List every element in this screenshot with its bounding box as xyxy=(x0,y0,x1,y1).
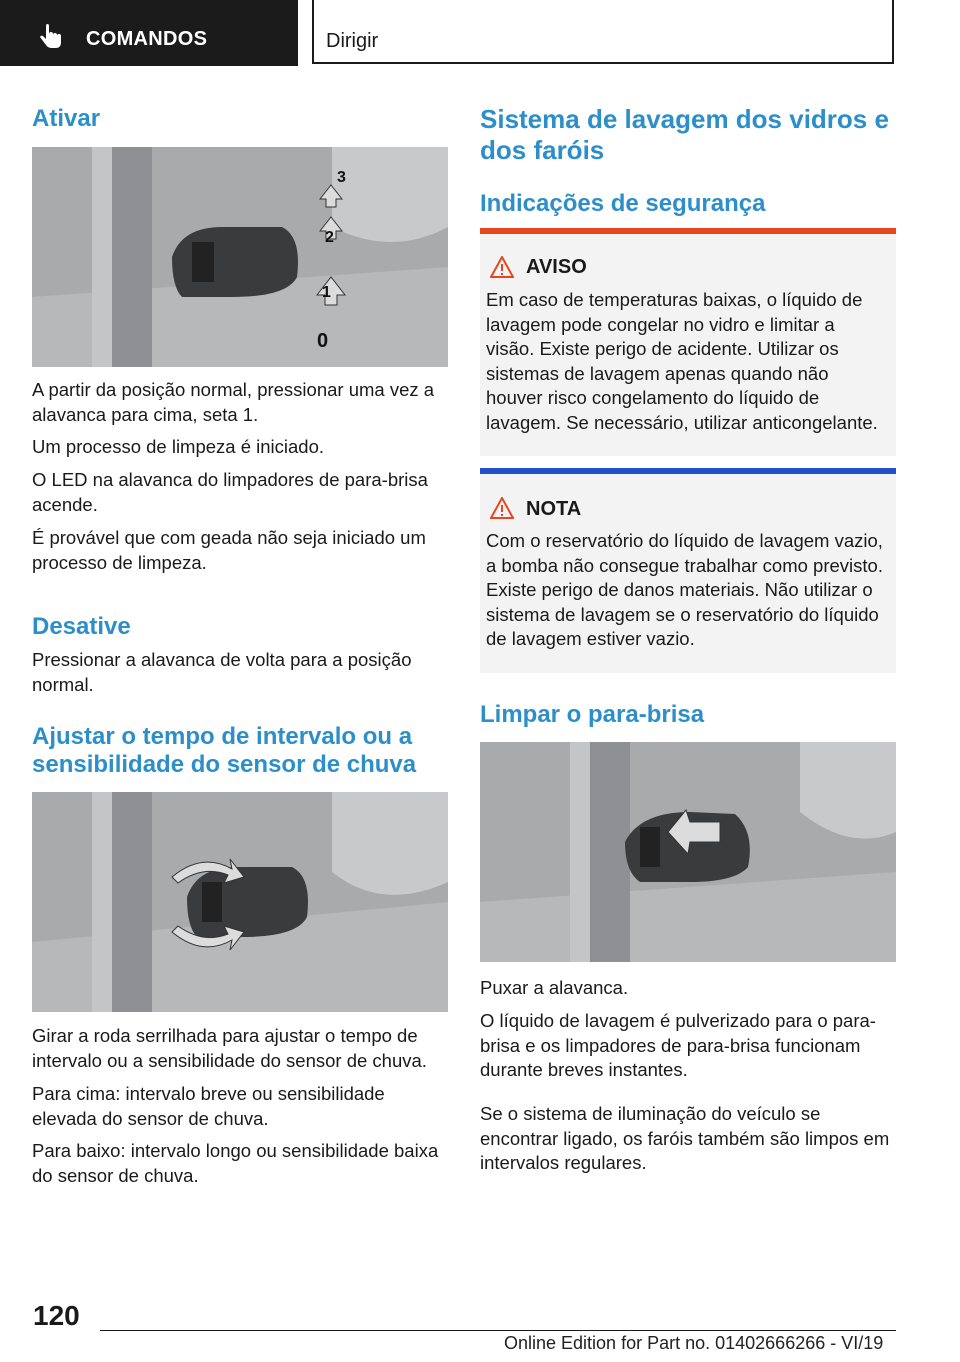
para-clean-2: O líquido de lavagem é pulverizado para o para-brisa e os limpadores de para-brisa funcionam durante breves instantes. xyxy=(480,1010,876,1080)
notice-title: NOTA xyxy=(526,498,582,520)
figure-wiper-pull xyxy=(480,742,896,962)
para-clean-1: Puxar a alavanca. xyxy=(480,977,629,998)
chapter-label: COMANDOS xyxy=(86,28,208,50)
heading-safety: Indicações de segurança xyxy=(480,190,766,217)
warning-title: AVISO xyxy=(526,256,587,278)
section-label: Dirigir xyxy=(326,30,379,52)
heading-clean-windshield: Limpar o para-brisa xyxy=(480,701,705,728)
fig1-label-3: 3 xyxy=(337,169,346,186)
heading-washer-system: Sistema de lavagem dos vidros e dos faróis xyxy=(480,104,889,165)
warning-triangle-icon xyxy=(490,256,514,278)
heading-adjust-interval: Ajustar o tempo de intervalo ou a sensibilidade do sensor de chuva xyxy=(32,723,417,778)
page-number: 120 xyxy=(33,1300,80,1331)
para-activate-2: Um processo de limpeza é iniciado. xyxy=(32,436,325,457)
notice-text: Com o reservatório do líquido de lavagem vazio, a bomba não consegue trabalhar como previsto. Existe perigo de danos materiais. Não utilizar o sistema de lavagem se o reservatório do líquido de lavagem estiver vazio. xyxy=(486,530,883,649)
heading-activate: Ativar xyxy=(32,105,101,132)
hand-pointer-icon xyxy=(38,24,64,52)
page-header xyxy=(0,0,960,68)
heading-deactivate: Desative xyxy=(32,613,131,640)
edition-footer: Online Edition for Part no. 01402666266 - VI/19 xyxy=(504,1333,884,1353)
fig1-label-0: 0 xyxy=(317,330,329,352)
para-adjust-3: Para baixo: intervalo longo ou sensibilidade baixa do sensor de chuva. xyxy=(32,1140,439,1186)
fig1-label-1: 1 xyxy=(322,284,331,301)
para-adjust-2: Para cima: intervalo breve ou sensibilidade elevada do sensor de chuva. xyxy=(32,1083,385,1129)
notice-box xyxy=(480,468,896,673)
figure-wiper-thumbwheel xyxy=(32,792,448,1012)
para-activate-3: O LED na alavanca do limpadores de para-brisa acende. xyxy=(32,469,428,515)
footer-divider xyxy=(100,1330,896,1331)
para-adjust-1: Girar a roda serrilhada para ajustar o tempo de intervalo ou a sensibilidade do sensor de chuva. xyxy=(32,1025,427,1071)
para-deactivate: Pressionar a alavanca de volta para a posição normal. xyxy=(32,649,412,695)
para-activate-1: A partir da posição normal, pressionar uma vez a alavanca para cima, seta 1. xyxy=(32,379,435,425)
para-activate-4: É provável que com geada não seja iniciado um processo de limpeza. xyxy=(32,527,426,573)
warning-bar xyxy=(480,228,896,234)
notice-bar xyxy=(480,468,896,474)
para-clean-3: Se o sistema de iluminação do veículo se encontrar ligado, os faróis também são limpos em intervalos regulares. xyxy=(480,1103,890,1173)
fig1-label-2: 2 xyxy=(325,229,334,246)
figure-wiper-lever-positions xyxy=(32,147,448,367)
warning-box xyxy=(480,228,896,456)
warning-triangle-icon xyxy=(490,497,514,519)
warning-text: Em caso de temperaturas baixas, o líquido de lavagem pode congelar no vidro e limitar a visão. Existe perigo de acidente. Utilizar os sistemas de lavagem apenas quando não houver risco congelamento do líquido de lavagem. Se necessário, utilizar anticongelante. xyxy=(486,289,878,433)
chapter-tab xyxy=(0,0,298,66)
section-tab xyxy=(312,0,894,64)
